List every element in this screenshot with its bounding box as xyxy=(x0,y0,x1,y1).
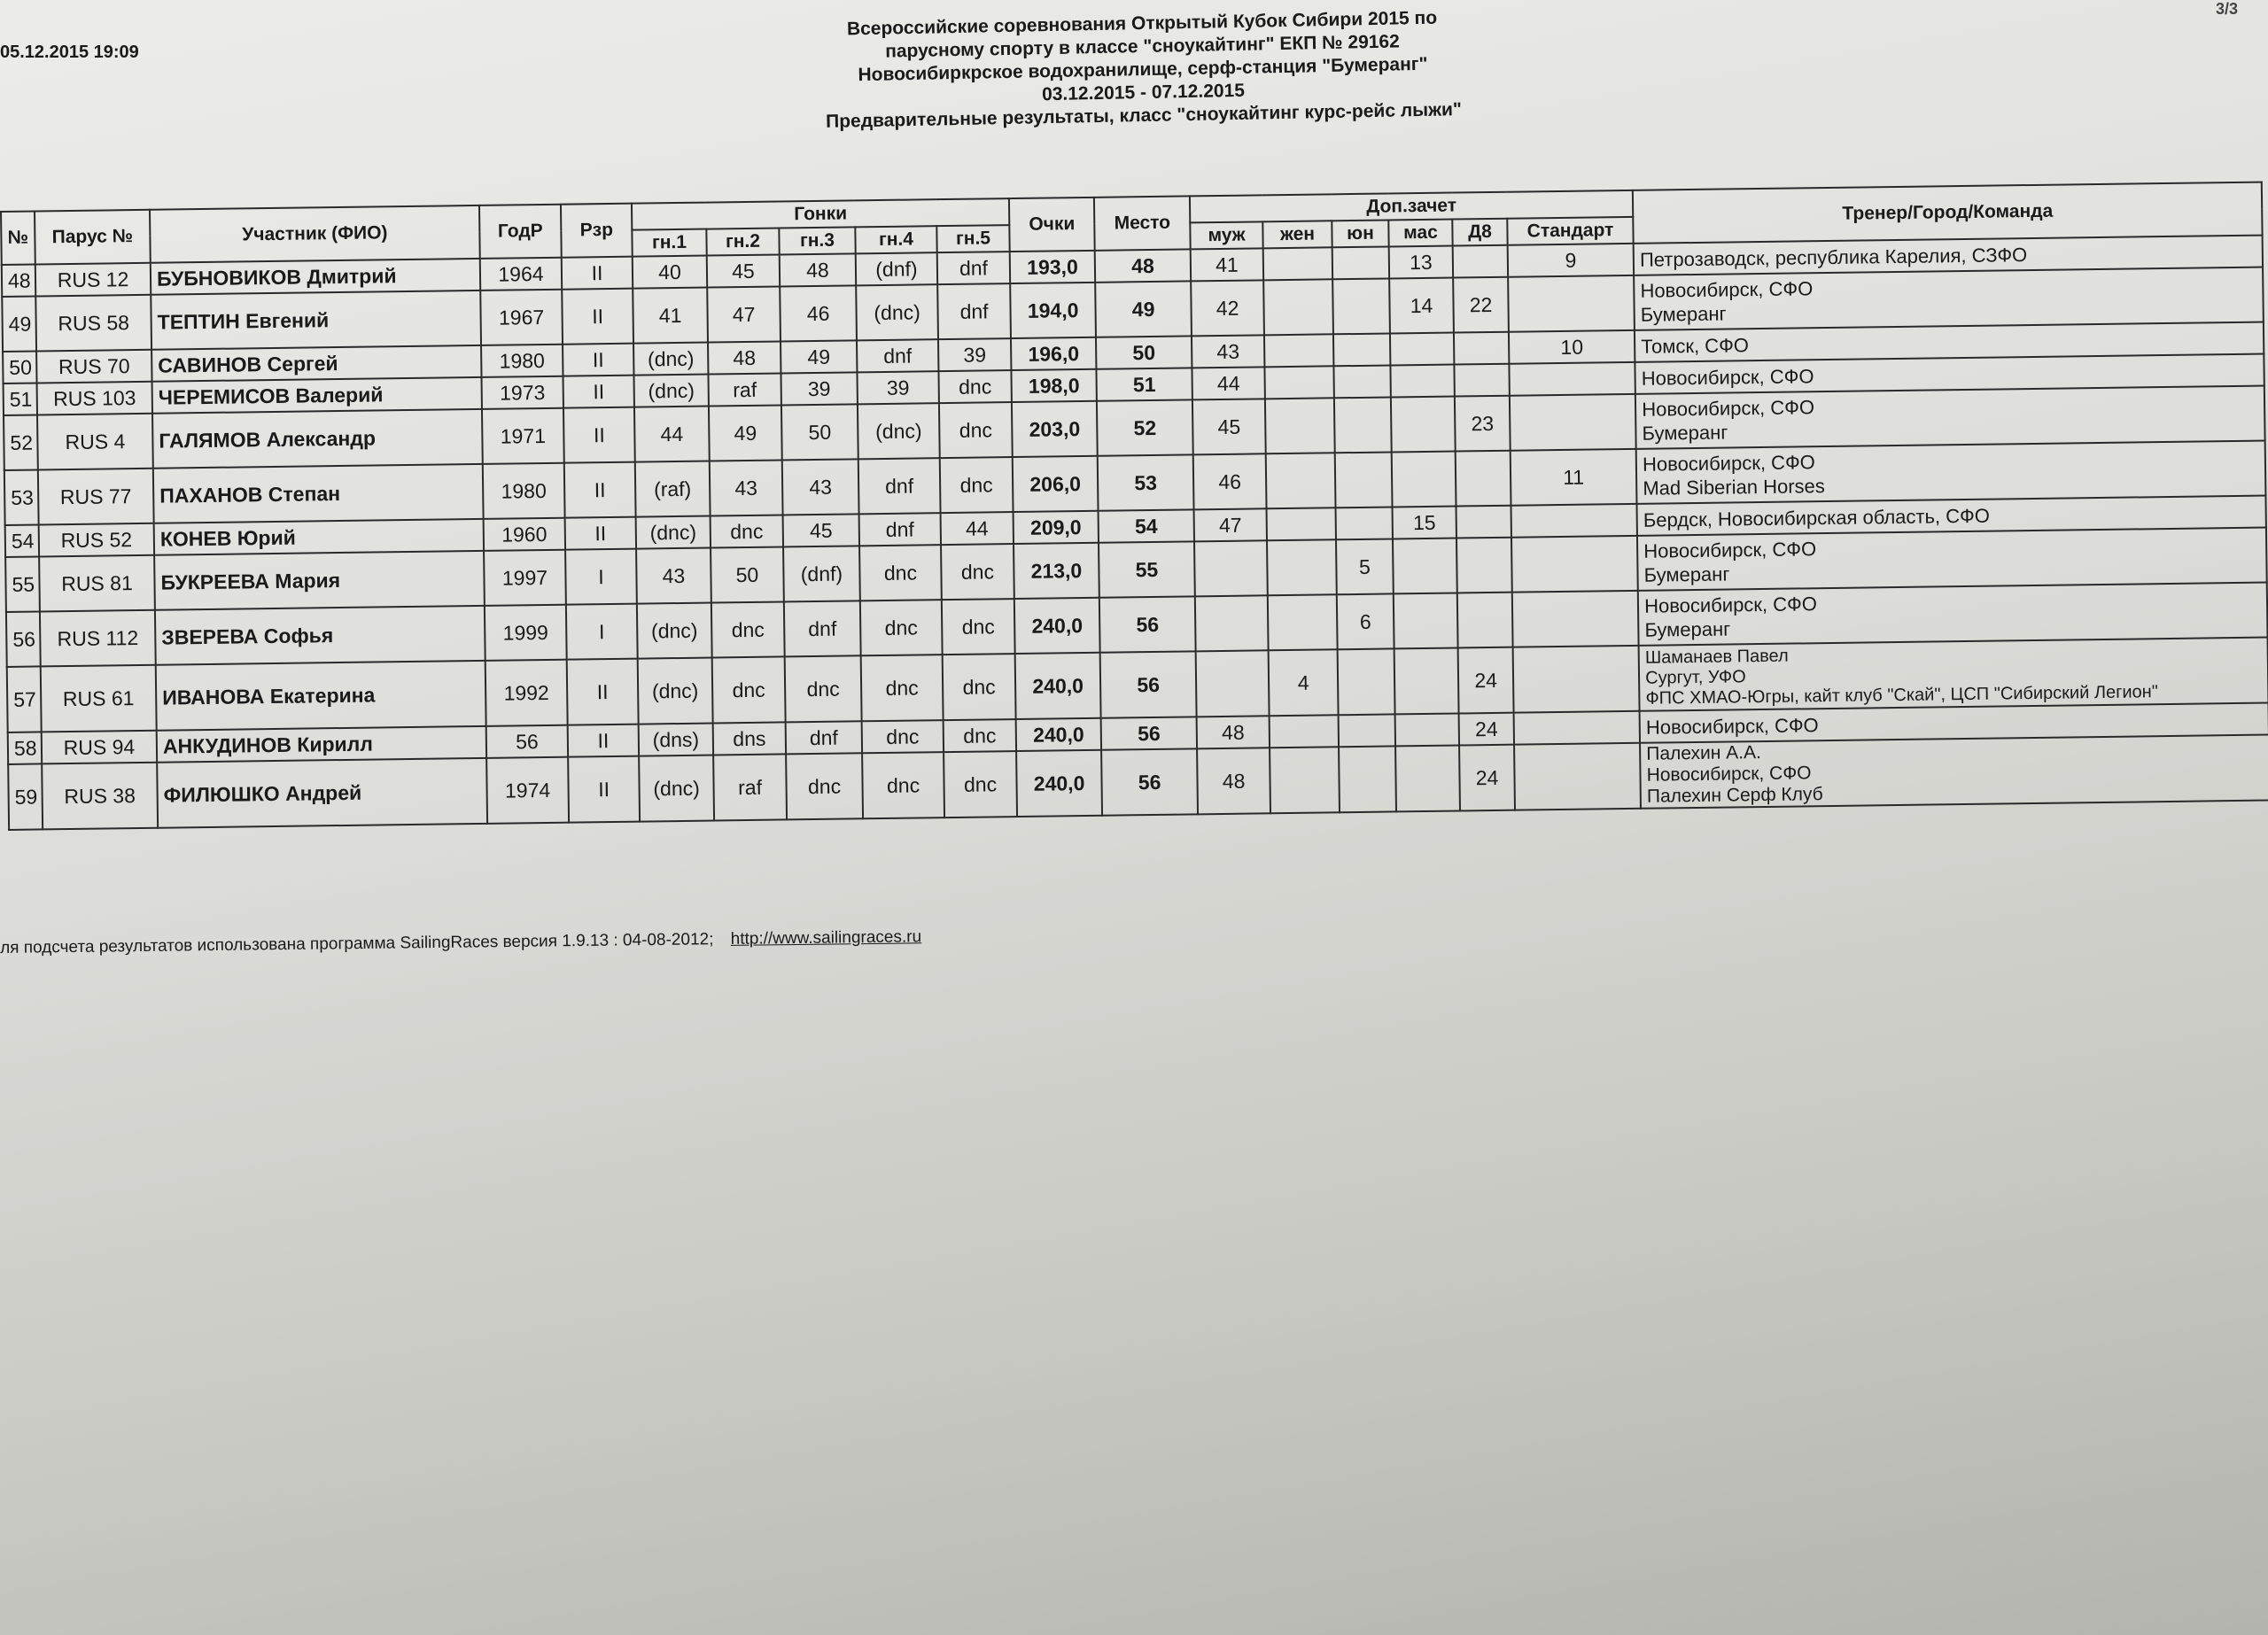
cell-num: 59 xyxy=(8,763,43,829)
header-line-5: Предварительные результаты, класс "сноукайтинг курс-рейс лыжи" xyxy=(825,99,1463,132)
cell-standard xyxy=(1511,504,1638,538)
cell-sail: RUS 81 xyxy=(39,555,155,612)
cell-place: 49 xyxy=(1095,281,1192,337)
cell-points: 240,0 xyxy=(1014,598,1100,654)
col-year: ГодР xyxy=(479,205,562,259)
cell-master: 15 xyxy=(1393,507,1456,539)
cell-name: ЧЕРЕМИСОВ Валерий xyxy=(152,377,482,414)
coach-line: ФПС ХМАО-Югры, кайт клуб "Скай", ЦСП "Сибирский Легион" xyxy=(1645,681,2158,709)
cell-master xyxy=(1395,713,1459,746)
cell-race-4: dnc xyxy=(860,600,943,655)
cell-year: 1960 xyxy=(484,518,565,551)
cell-num: 50 xyxy=(3,351,36,383)
col-num: № xyxy=(1,211,35,264)
cell-race-2: 48 xyxy=(708,341,781,374)
cell-master xyxy=(1392,452,1456,508)
cell-race-1: (dnc) xyxy=(633,343,708,376)
cell-place: 56 xyxy=(1100,651,1197,717)
cell-race-5: dnc xyxy=(944,719,1017,752)
cell-name: ТЕПТИН Евгений xyxy=(151,291,481,350)
cell-junior xyxy=(1332,278,1390,334)
cell-race-1: (dns) xyxy=(639,724,713,756)
coach-line: Томск, СФО xyxy=(1641,333,1750,358)
cell-d8 xyxy=(1457,593,1513,648)
cell-race-4: dnf xyxy=(857,339,938,372)
coach-line: Бумеранг xyxy=(1642,421,1728,445)
coach-line: Новосибирск, СФО xyxy=(1643,593,1818,617)
cell-sail: RUS 61 xyxy=(41,665,157,732)
cell-place: 50 xyxy=(1096,336,1192,368)
cell-men: 46 xyxy=(1193,453,1267,509)
cell-d8: 23 xyxy=(1455,396,1511,452)
cell-year: 1980 xyxy=(481,345,563,377)
document-header xyxy=(743,4,1542,135)
cell-race-4: (dnc) xyxy=(858,403,940,459)
cell-rank: II xyxy=(564,462,636,518)
cell-master: 14 xyxy=(1389,278,1454,334)
cell-race-2: 43 xyxy=(710,460,783,515)
coach-line: Новосибирск, СФО xyxy=(1642,396,1815,421)
cell-junior xyxy=(1338,648,1395,715)
cell-race-2: raf xyxy=(708,373,781,406)
cell-race-3: 50 xyxy=(781,404,858,460)
footer-text: ля подсчета результатов использована программа SailingRaces версия 1.9.13 : 04-08-2012; xyxy=(0,930,714,957)
cell-place: 52 xyxy=(1097,399,1193,455)
cell-race-1: (raf) xyxy=(635,461,711,517)
cell-junior xyxy=(1336,507,1393,539)
cell-men xyxy=(1195,595,1269,651)
cell-race-4: dnf xyxy=(859,513,941,546)
cell-points: 193,0 xyxy=(1010,251,1095,283)
cell-race-1: 43 xyxy=(636,548,711,604)
cell-sail: RUS 58 xyxy=(35,295,151,352)
cell-women xyxy=(1267,508,1336,540)
cell-name: БУБНОВИКОВ Дмитрий xyxy=(151,259,480,295)
cell-race-4: dnc xyxy=(862,752,944,818)
cell-race-3: dnc xyxy=(785,655,862,722)
cell-num: 53 xyxy=(4,469,39,524)
cell-d8: 24 xyxy=(1459,713,1514,746)
cell-race-5: dnc xyxy=(944,751,1017,818)
cell-sail: RUS 70 xyxy=(36,350,151,384)
cell-race-5: dnc xyxy=(938,370,1012,403)
cell-junior: 5 xyxy=(1336,539,1394,594)
cell-place: 53 xyxy=(1098,454,1194,510)
cell-men xyxy=(1194,540,1268,596)
cell-master xyxy=(1394,648,1459,715)
cell-race-3: 48 xyxy=(780,253,856,286)
cell-rank: I xyxy=(566,604,638,660)
cell-name: КОНЕВ Юрий xyxy=(154,519,484,555)
cell-master xyxy=(1393,539,1457,594)
coach-line: Бумеранг xyxy=(1643,562,1730,586)
cell-num: 48 xyxy=(2,264,35,296)
cell-coach xyxy=(1640,735,2268,809)
cell-men: 48 xyxy=(1197,716,1270,748)
cell-points: 209,0 xyxy=(1014,511,1099,544)
cell-name: ЗВЕРЕВА Софья xyxy=(155,606,485,665)
cell-race-1: (dnc) xyxy=(637,603,712,659)
cell-year: 56 xyxy=(486,725,568,758)
cell-points: 194,0 xyxy=(1010,283,1096,338)
cell-place: 55 xyxy=(1099,541,1195,597)
cell-rank: I xyxy=(565,549,637,605)
col-race-5: гн.5 xyxy=(936,225,1009,252)
coach-line: Палехин Серф Клуб xyxy=(1646,784,1823,807)
coach-line: Сургут, УФО xyxy=(1645,666,1746,688)
cell-master xyxy=(1391,397,1456,453)
cell-men: 45 xyxy=(1192,399,1266,454)
cell-men xyxy=(1196,650,1270,717)
cell-race-3: 46 xyxy=(780,285,857,341)
cell-junior xyxy=(1339,746,1396,812)
cell-race-5: dnc xyxy=(939,402,1013,458)
cell-num: 52 xyxy=(4,415,38,469)
cell-name: АНКУДИНОВ Кирилл xyxy=(157,726,486,763)
cell-sail: RUS 77 xyxy=(38,469,154,525)
coach-line: Бердск, Новосибирская область, СФО xyxy=(1643,504,1991,531)
print-timestamp: 05.12.2015 19:09 xyxy=(0,43,139,62)
cell-junior xyxy=(1333,333,1390,366)
cell-rank: II xyxy=(562,257,633,290)
col-race-2: гн.2 xyxy=(706,228,779,255)
coach-line: Бумеранг xyxy=(1640,302,1727,326)
cell-place: 56 xyxy=(1099,596,1196,652)
coach-line: Шаманаев Павел xyxy=(1644,646,1789,668)
cell-points: 196,0 xyxy=(1011,337,1096,370)
cell-points: 240,0 xyxy=(1015,653,1101,719)
cell-men: 41 xyxy=(1191,248,1263,281)
col-participant: Участник (ФИО) xyxy=(150,205,480,263)
cell-points: 206,0 xyxy=(1013,456,1099,512)
cell-women xyxy=(1264,334,1333,367)
cell-d8: 22 xyxy=(1453,277,1509,333)
cell-race-1: (dnc) xyxy=(636,516,711,549)
cell-race-4: dnf xyxy=(858,458,941,514)
cell-women xyxy=(1263,279,1333,335)
cell-women xyxy=(1265,398,1335,453)
coach-line: Палехин А.А. xyxy=(1646,742,1762,764)
cell-standard: 11 xyxy=(1511,449,1637,506)
cell-d8: 24 xyxy=(1458,647,1514,714)
cell-year: 1964 xyxy=(480,258,562,291)
coach-line: Новосибирск, СФО xyxy=(1640,277,1814,302)
col-race-1: гн.1 xyxy=(632,229,706,257)
cell-d8 xyxy=(1454,364,1509,397)
cell-standard xyxy=(1511,536,1638,593)
cell-women xyxy=(1267,539,1337,595)
cell-standard xyxy=(1510,394,1636,451)
col-races: Гонки xyxy=(632,198,1009,230)
cell-place: 48 xyxy=(1095,249,1191,282)
results-table xyxy=(0,182,2268,831)
cell-race-2: 49 xyxy=(709,405,782,461)
cell-place: 54 xyxy=(1099,509,1194,542)
cell-d8 xyxy=(1454,332,1509,365)
cell-standard xyxy=(1509,362,1635,396)
cell-standard xyxy=(1512,591,1639,647)
cell-race-5: dnc xyxy=(941,544,1014,600)
cell-standard xyxy=(1514,743,1641,810)
coach-line: Новосибирск, СФО xyxy=(1646,763,1812,786)
cell-men: 42 xyxy=(1191,280,1264,336)
cell-rank: II xyxy=(568,725,639,757)
cell-year: 1973 xyxy=(482,376,563,409)
cell-num: 55 xyxy=(5,556,40,611)
cell-year: 1967 xyxy=(480,290,563,345)
cell-d8 xyxy=(1456,538,1512,593)
coach-line: Бумеранг xyxy=(1644,617,1731,641)
cell-points: 198,0 xyxy=(1012,369,1097,402)
cell-race-4: (dnc) xyxy=(856,284,938,340)
cell-coach xyxy=(1638,583,2268,646)
header-line-3: Новосибиркрское водохранилище, серф-станция "Бумеранг" xyxy=(858,53,1428,86)
cell-sail: RUS 4 xyxy=(37,414,153,470)
cell-race-2: 47 xyxy=(707,286,781,342)
cell-num: 56 xyxy=(6,611,41,666)
cell-name: БУКРЕЕВА Мария xyxy=(154,551,485,610)
cell-master: 13 xyxy=(1389,246,1453,279)
cell-points: 240,0 xyxy=(1016,718,1101,751)
cell-rank: II xyxy=(565,517,636,550)
cell-rank: II xyxy=(563,344,633,376)
cell-year: 1999 xyxy=(485,605,567,661)
col-rank: Рзр xyxy=(561,204,633,258)
cell-junior xyxy=(1334,397,1392,453)
page-number: 3/3 xyxy=(2215,0,2238,18)
cell-standard xyxy=(1514,711,1641,745)
cell-race-3: (dnf) xyxy=(783,546,860,601)
results-body xyxy=(2,236,2268,830)
cell-standard xyxy=(1508,275,1635,332)
cell-junior xyxy=(1335,452,1393,508)
cell-race-5: dnc xyxy=(940,457,1014,513)
cell-standard xyxy=(1513,646,1640,713)
coach-line: Mad Siberian Horses xyxy=(1643,475,1825,500)
cell-race-3: dnc xyxy=(786,753,863,819)
cell-d8 xyxy=(1456,451,1511,507)
cell-sail: RUS 103 xyxy=(37,382,152,415)
cell-name: ГАЛЯМОВ Александр xyxy=(152,409,483,469)
cell-year: 1974 xyxy=(486,757,569,824)
col-race-3: гн.3 xyxy=(779,227,855,254)
cell-sail: RUS 12 xyxy=(35,263,151,297)
cell-master xyxy=(1390,333,1454,366)
cell-points: 203,0 xyxy=(1012,401,1098,457)
cell-junior xyxy=(1333,365,1390,398)
cell-coach xyxy=(1635,386,2265,449)
cell-race-4: (dnf) xyxy=(856,252,937,285)
cell-race-4: 39 xyxy=(857,371,938,404)
cell-race-2: raf xyxy=(713,754,787,820)
cell-d8 xyxy=(1453,245,1508,278)
coach-line: Новосибирск, СФО xyxy=(1643,538,1817,562)
cell-place: 56 xyxy=(1101,748,1198,815)
col-sail: Парус № xyxy=(35,210,151,265)
col-d8: Д8 xyxy=(1452,219,1507,246)
cell-race-3: dnf xyxy=(784,601,861,656)
cell-name: ФИЛЮШКО Андрей xyxy=(157,758,487,828)
footer-note xyxy=(0,927,921,958)
cell-num: 54 xyxy=(5,524,39,556)
cell-year: 1980 xyxy=(483,463,565,519)
cell-race-5: 39 xyxy=(938,338,1012,371)
cell-rank: II xyxy=(562,289,633,345)
coach-line: Новосибирск, СФО xyxy=(1642,451,1815,476)
cell-race-3: dnf xyxy=(786,721,862,754)
header-line-2: парусному спорту в классе "сноукайтинг" ЕКП № 29162 xyxy=(884,31,1401,62)
cell-coach xyxy=(1634,267,2264,330)
cell-junior xyxy=(1332,246,1389,279)
col-junior: юн xyxy=(1332,220,1388,247)
cell-standard: 9 xyxy=(1508,244,1635,277)
cell-race-1: 41 xyxy=(633,288,708,344)
col-women: жен xyxy=(1262,221,1332,248)
cell-rank: II xyxy=(567,659,639,725)
cell-name: ПАХАНОВ Степан xyxy=(153,464,484,523)
cell-place: 51 xyxy=(1096,368,1192,400)
cell-num: 49 xyxy=(2,296,36,351)
cell-rank: II xyxy=(568,756,640,823)
cell-master xyxy=(1395,745,1460,811)
cell-race-2: dnc xyxy=(711,515,783,547)
cell-master xyxy=(1390,365,1454,398)
cell-race-1: (dnc) xyxy=(633,375,708,407)
col-master: мас xyxy=(1388,220,1452,247)
cell-name: ИВАНОВА Екатерина xyxy=(156,661,486,731)
cell-place: 56 xyxy=(1101,717,1197,749)
cell-race-3: 43 xyxy=(782,459,859,515)
cell-race-3: 49 xyxy=(781,340,857,373)
cell-standard: 10 xyxy=(1509,330,1635,364)
cell-sail: RUS 112 xyxy=(40,610,156,667)
cell-coach xyxy=(1639,638,2268,711)
col-standard: Стандарт xyxy=(1507,217,1633,245)
cell-junior xyxy=(1339,714,1395,747)
cell-year: 1971 xyxy=(482,408,564,464)
cell-women xyxy=(1266,453,1336,508)
cell-race-5: dnc xyxy=(943,654,1016,720)
cell-men: 44 xyxy=(1192,367,1264,399)
cell-men: 43 xyxy=(1192,335,1264,368)
cell-num: 58 xyxy=(8,732,42,763)
cell-race-5: dnf xyxy=(937,283,1011,339)
cell-coach xyxy=(1637,528,2267,591)
footer-link[interactable]: http://www.sailingraces.ru xyxy=(730,927,922,949)
cell-year: 1992 xyxy=(485,660,568,726)
cell-race-3: 45 xyxy=(783,514,859,546)
cell-women xyxy=(1264,366,1333,399)
col-place: Место xyxy=(1094,196,1191,250)
cell-women xyxy=(1263,247,1332,280)
cell-race-3: 39 xyxy=(781,372,857,405)
coach-line: Новосибирск, СФО xyxy=(1641,364,1814,390)
cell-women xyxy=(1270,747,1340,813)
cell-rank: II xyxy=(563,407,635,463)
cell-points: 213,0 xyxy=(1014,543,1099,599)
cell-master xyxy=(1394,593,1458,649)
header-line-4: 03.12.2015 - 07.12.2015 xyxy=(1041,80,1246,105)
cell-race-5: dnc xyxy=(942,599,1015,655)
cell-sail: RUS 52 xyxy=(39,523,154,557)
col-extra: Доп.зачет xyxy=(1190,190,1633,223)
cell-race-1: (dnc) xyxy=(638,658,713,725)
cell-num: 57 xyxy=(7,666,42,732)
cell-points: 240,0 xyxy=(1016,750,1102,817)
header-line-1: Всероссийские соревнования Открытый Кубок Сибири 2015 по xyxy=(846,7,1438,40)
col-coach: Тренер/Город/Команда xyxy=(1633,182,2263,244)
cell-race-4: dnc xyxy=(859,545,942,601)
results-table-wrapper xyxy=(0,182,2268,831)
cell-sail: RUS 94 xyxy=(42,731,157,764)
cell-race-1: 44 xyxy=(634,407,710,462)
cell-race-4: dnc xyxy=(861,655,944,721)
cell-race-1: (dnc) xyxy=(639,756,714,822)
cell-race-5: dnf xyxy=(937,252,1011,284)
cell-name: САВИНОВ Сергей xyxy=(151,345,481,382)
coach-line: Новосибирск, СФО xyxy=(1645,713,1819,739)
col-men: муж xyxy=(1190,221,1262,249)
cell-race-2: dnc xyxy=(711,601,785,657)
cell-race-5: 44 xyxy=(941,512,1014,545)
cell-num: 51 xyxy=(4,383,37,415)
cell-women xyxy=(1268,594,1338,650)
cell-women: 4 xyxy=(1269,649,1339,716)
cell-year: 1997 xyxy=(484,550,566,606)
cell-race-2: 50 xyxy=(711,546,784,602)
cell-d8: 24 xyxy=(1459,745,1515,811)
cell-race-2: dns xyxy=(713,722,786,755)
cell-race-4: dnc xyxy=(862,720,944,753)
cell-men: 48 xyxy=(1197,748,1270,814)
cell-rank: II xyxy=(563,376,633,408)
col-points: Очки xyxy=(1009,198,1095,252)
cell-sail: RUS 38 xyxy=(42,763,158,830)
cell-race-2: dnc xyxy=(712,656,786,723)
cell-coach xyxy=(1636,441,2266,504)
header-row-main xyxy=(1,182,2262,238)
cell-women xyxy=(1270,715,1339,748)
cell-race-2: 45 xyxy=(707,254,780,287)
cell-men: 47 xyxy=(1194,508,1267,541)
cell-junior: 6 xyxy=(1337,593,1394,649)
cell-race-1: 40 xyxy=(633,256,707,289)
col-race-4: гн.4 xyxy=(855,226,936,253)
cell-d8 xyxy=(1456,506,1511,539)
coach-line: Петрозаводск, республика Карелия, СЗФО xyxy=(1639,243,2028,271)
